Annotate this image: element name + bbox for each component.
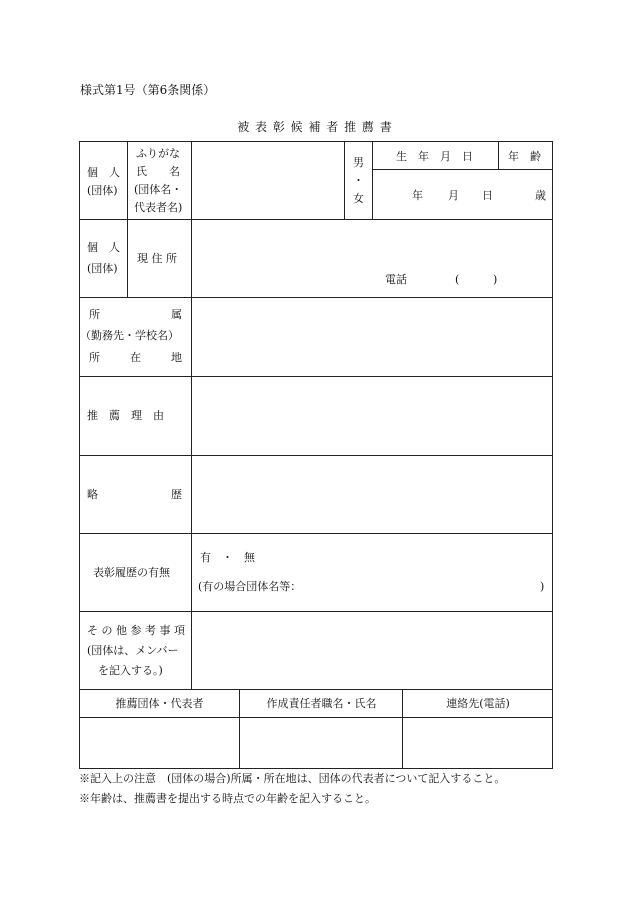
recommending-group-header: 推薦団体・代表者 — [115, 697, 204, 710]
birth-day-unit: 日 — [482, 189, 493, 202]
other-notes-field[interactable] — [192, 612, 552, 689]
affiliation-field[interactable] — [192, 298, 552, 376]
location-label-b: 在 — [130, 351, 141, 364]
phone-paren-open: ( — [455, 273, 460, 286]
birth-month-unit: 月 — [448, 189, 459, 202]
history-label-a: 略 — [87, 488, 98, 501]
affiliation-label-b: 属 — [171, 308, 182, 321]
name-field[interactable] — [192, 142, 344, 219]
award-history-label: 表彰履歴の有無 — [93, 566, 170, 579]
affiliation-label-a: 所 — [89, 308, 100, 321]
group-label-2: (団体) — [87, 262, 118, 275]
affiliation-sub-label: （勤務先・学校名） — [80, 329, 179, 342]
award-group-note-close: ) — [540, 580, 545, 593]
furigana-label: ふりがな — [136, 147, 180, 160]
birth-year-unit: 年 — [412, 189, 423, 202]
individual-label-2: 個 人 — [87, 241, 120, 254]
location-label-c: 地 — [171, 351, 182, 364]
page-title: 被 表 彰 候 補 者 推 薦 書 — [237, 120, 393, 134]
birthdate-age-field[interactable] — [373, 170, 552, 219]
other-notes-label: そ の 他 参 考 事 項 — [87, 624, 185, 637]
age-label: 年 齢 — [508, 150, 541, 163]
phone-label: 電話 — [385, 273, 407, 286]
address-label: 現 住 所 — [137, 252, 177, 265]
history-field[interactable] — [192, 456, 552, 533]
note-2: ※年齢は、推薦書を提出する時点での年齢を記入すること。 — [79, 792, 376, 805]
female-label: 女 — [353, 192, 364, 205]
award-group-note-open: (有の場合団体名等： — [198, 580, 302, 593]
responsible-person-field[interactable] — [240, 718, 402, 768]
note-1: ※記入上の注意 (団体の場合)所属・所在地は、団体の代表者について記入すること。 — [79, 772, 506, 785]
sex-separator: ・ — [353, 174, 364, 187]
contact-field[interactable] — [403, 718, 552, 768]
award-yes-no[interactable]: 有 ・ 無 — [200, 551, 255, 564]
recommending-group-field[interactable] — [80, 718, 239, 768]
recommendation-reason-field[interactable] — [192, 377, 552, 455]
other-notes-sub-2: を記入する。) — [98, 664, 163, 677]
form-number: 様式第1号（第6条関係） — [80, 83, 216, 97]
location-label-a: 所 — [89, 351, 100, 364]
contact-header: 連絡先(電話) — [446, 697, 510, 710]
responsible-person-header: 作成責任者職名・氏名 — [266, 697, 377, 710]
representative-label: 代表者名) — [134, 201, 183, 214]
phone-paren-close: ) — [493, 273, 498, 286]
group-label: (団体) — [87, 184, 118, 197]
individual-label: 個 人 — [87, 166, 120, 179]
male-label: 男 — [353, 156, 364, 169]
group-name-label: (団体名・ — [134, 183, 183, 196]
history-label-b: 歴 — [171, 488, 182, 501]
name-label: 氏 名 — [136, 165, 180, 178]
address-field[interactable] — [192, 220, 552, 297]
other-notes-sub-1: (団体は、メンバー — [87, 644, 179, 657]
age-unit: 歳 — [535, 189, 546, 202]
birthdate-label: 生 年 月 日 — [396, 150, 473, 163]
recommendation-reason-label: 推 薦 理 由 — [87, 409, 164, 422]
